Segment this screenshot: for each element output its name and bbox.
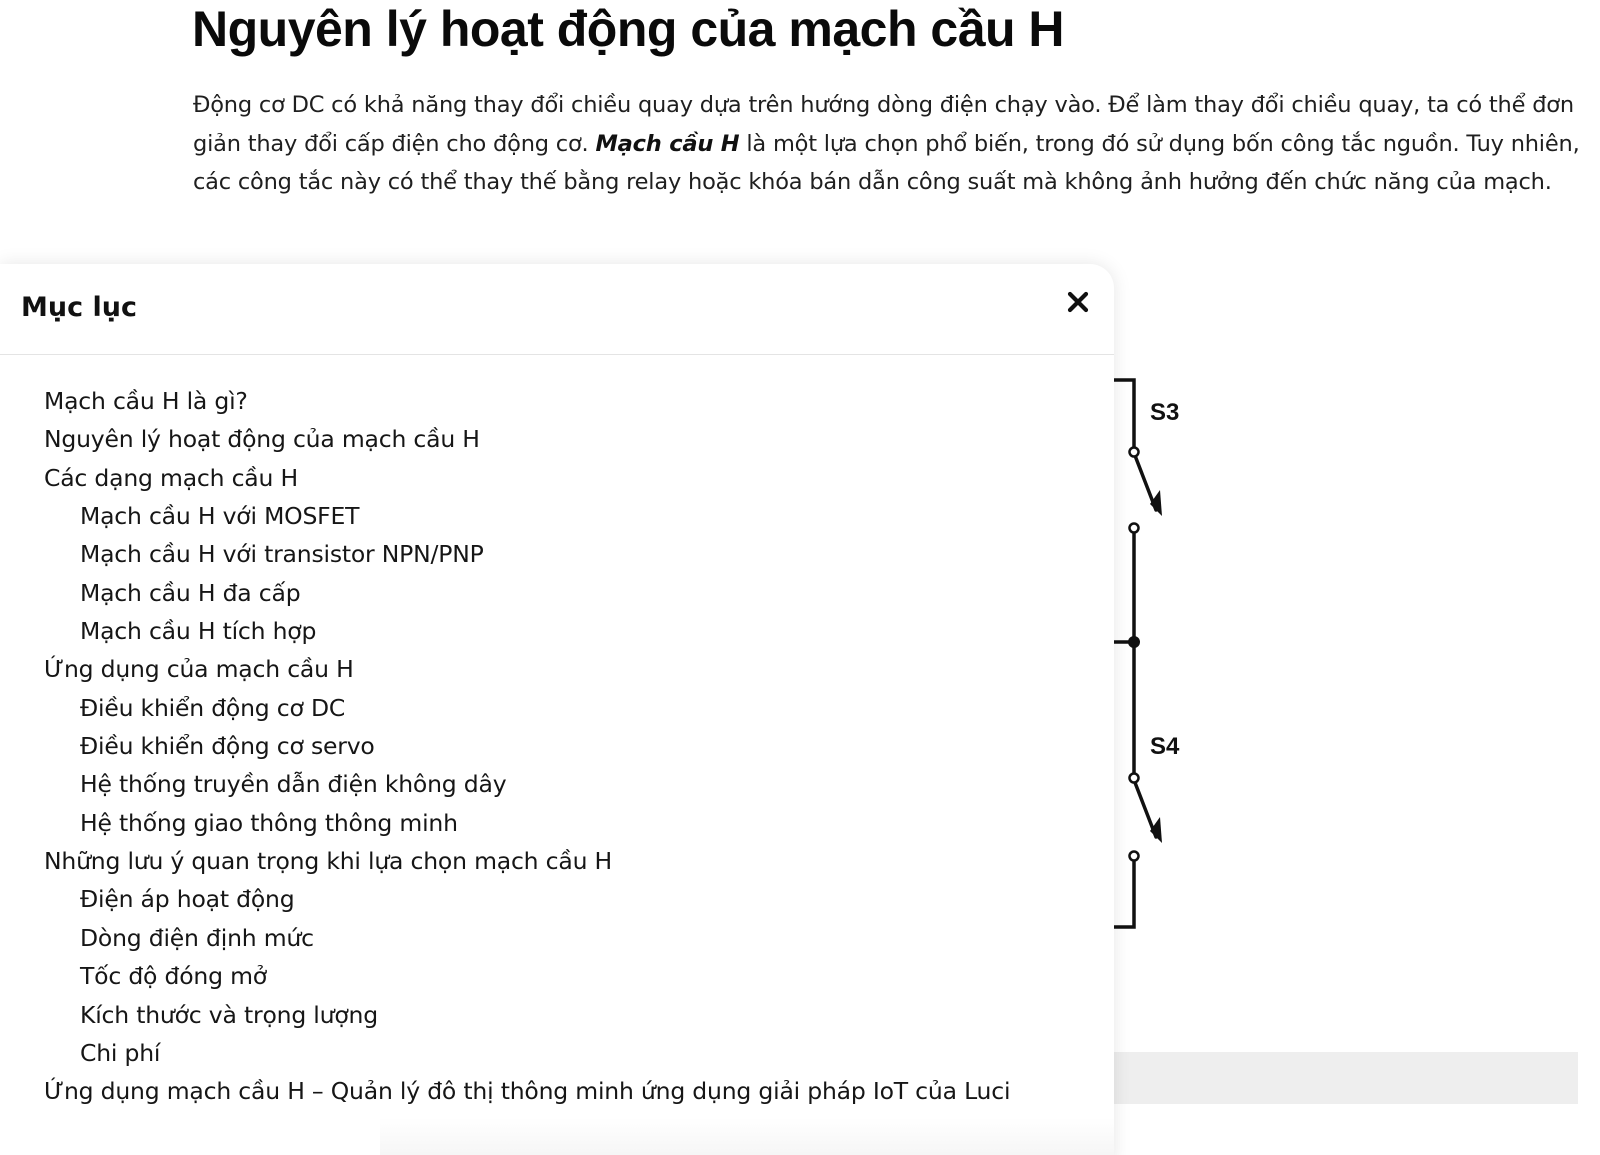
toc-item[interactable]: Tốc độ đóng mở: [80, 962, 267, 991]
toc-close-button[interactable]: [1060, 284, 1096, 320]
toc-item[interactable]: Những lưu ý quan trọng khi lựa chọn mạch cầu H: [44, 847, 613, 876]
s4-contact-bottom: [1130, 852, 1139, 861]
switch-s3-label: S3: [1150, 399, 1180, 426]
toc-title: Mục lục: [21, 292, 137, 323]
toc-item[interactable]: Điều khiển động cơ servo: [80, 732, 375, 761]
toc-item[interactable]: Kích thước và trọng lượng: [80, 1000, 378, 1029]
toc-item[interactable]: Mạch cầu H với transistor NPN/PNP: [80, 540, 484, 569]
s4-arrow-icon: [1150, 817, 1162, 843]
paragraph-emphasis: Mạch cầu H: [595, 130, 740, 157]
s3-contact-bottom: [1130, 524, 1139, 533]
article-paragraph: [193, 86, 1585, 202]
toc-header: [0, 264, 1114, 355]
s3-contact-top: [1130, 448, 1139, 457]
paragraph-text-end: là một lựa chọn phổ biến, trong đó sử dụng bốn công tắc nguồn. Tuy nhiên, các công tắc này có thể thay thế bằng relay hoặc khóa bán dẫn công suất mà không ảnh hưởng đến chức năng của mạch.: [193, 130, 1580, 195]
s4-contact-top: [1130, 774, 1139, 783]
toc-panel: [0, 264, 1114, 1155]
toc-item[interactable]: Mạch cầu H là gì?: [44, 387, 248, 415]
close-icon: [1067, 291, 1089, 313]
toc-item[interactable]: Các dạng mạch cầu H: [44, 463, 298, 492]
toc-item[interactable]: Mạch cầu H đa cấp: [80, 578, 301, 607]
junction-dot: [1128, 636, 1140, 648]
toc-item[interactable]: Hệ thống giao thông thông minh: [80, 808, 458, 837]
toc-item[interactable]: Mạch cầu H với MOSFET: [80, 502, 360, 531]
toc-item[interactable]: Mạch cầu H tích hợp: [80, 617, 317, 646]
toc-item[interactable]: Ứng dụng mạch cầu H – Quản lý đô thị thông minh ứng dụng giải pháp IoT của Luci: [44, 1077, 1011, 1106]
article-title: Nguyên lý hoạt động của mạch cầu H: [192, 1, 1065, 57]
toc-list: [0, 382, 1114, 1111]
toc-item[interactable]: Điều khiển động cơ DC: [80, 693, 346, 722]
toc-item[interactable]: Chi phí: [80, 1038, 161, 1067]
toc-item[interactable]: Dòng điện định mức: [80, 923, 314, 952]
toc-item[interactable]: Hệ thống truyền dẫn điện không dây: [80, 770, 507, 799]
toc-item[interactable]: Nguyên lý hoạt động của mạch cầu H: [44, 425, 480, 454]
switch-s4-label: S4: [1150, 733, 1180, 760]
toc-item[interactable]: Điện áp hoạt động: [80, 885, 295, 914]
image-caption: [1080, 1052, 1578, 1104]
toc-item[interactable]: Ứng dụng của mạch cầu H: [44, 655, 354, 684]
paragraph-text-start: Động cơ DC có khả năng thay đổi chiều quay dựa trên hướng dòng điện chạy vào. Để làm thay đổi chiều quay, ta có thể đơn giản thay đổi cấp điện cho động cơ.: [193, 92, 1574, 157]
s3-arrow-icon: [1150, 490, 1162, 516]
